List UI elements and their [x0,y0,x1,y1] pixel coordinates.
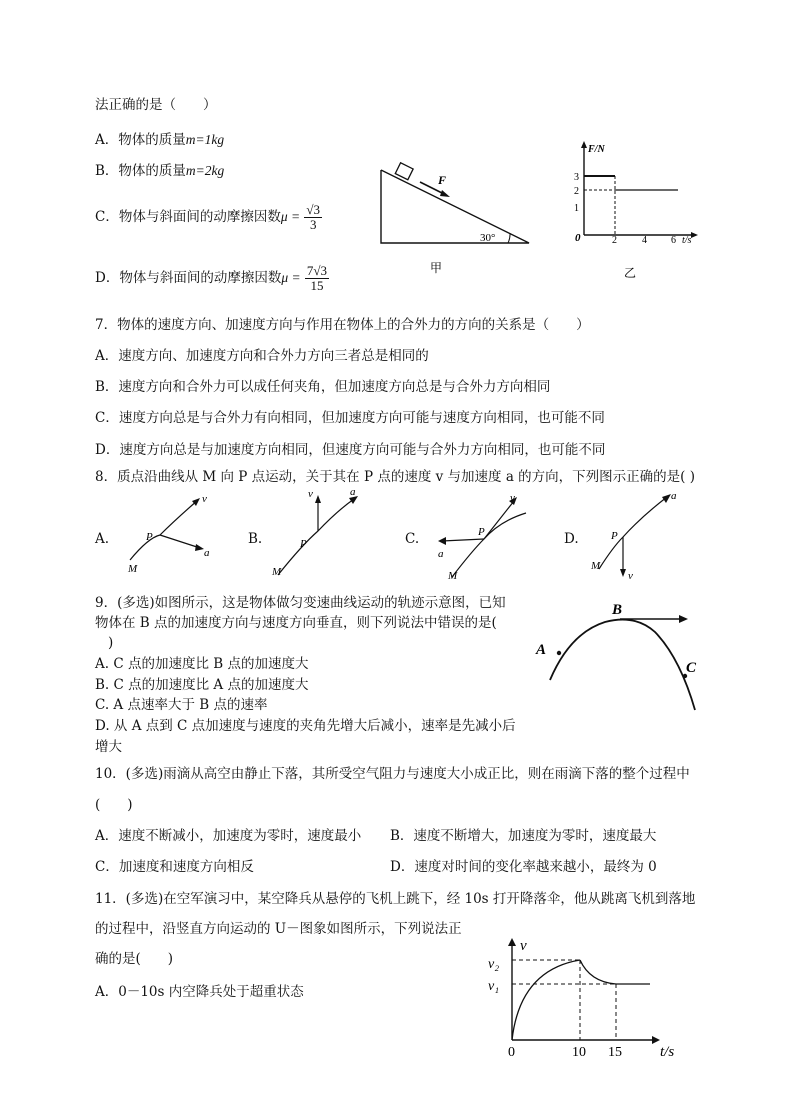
point-c-label: C [686,660,697,676]
q8c-p-label: P [478,526,485,538]
q9-option-d-1: D. 从 A 点到 C 点加速度与速度的夹角先增大后减小，速率是先减小后 [95,718,516,734]
q6-option-d-fraction [305,264,329,293]
q8c-m-label: M [448,570,458,582]
q10-paren: ( ) [95,797,133,813]
angle-label: 30° [480,232,496,244]
q7-option-a: A．速度方向、加速度方向和合外力方向三者总是相同的 [95,348,429,364]
q8d-m-label: M [591,560,601,572]
v-axis-label: v [520,938,527,954]
q11-velocity-time-graph [480,930,690,1065]
incline-figure [372,160,542,280]
force-label: F [438,173,447,187]
q6-option-a-math: m=1kg [185,132,225,147]
q10-option-c: C．加速度和速度方向相反 [95,859,254,875]
v2-label: v₂ [488,957,500,972]
t-tick-10: 10 [572,1045,586,1060]
q6-stem-end: 法正确的是（ ） [95,97,217,113]
q8-figure-b [262,485,372,585]
q8a-p-label: P [146,531,153,543]
q8a-v-label: v [202,493,207,505]
point-b-label: B [612,602,623,618]
origin-label: 0 [575,232,581,244]
q8-stem: 8．质点沿曲线从 M 向 P 点运动，关于其在 P 点的速度 v 与加速度 a 的方向，下列图示正确的是( ) [95,469,695,485]
y-axis-arrow-icon [581,141,587,148]
q8b-v-label: v [308,488,313,500]
q8a-m-label: M [128,563,138,575]
x-tick-4: 4 [642,235,647,246]
q6-option-c-fraction [304,203,322,232]
q6-option-d [95,258,329,298]
q9-stem-2: 物体在 B 点的加速度方向与速度方向垂直，则下列说法中错误的是( [95,615,497,631]
v1-label: v₁ [488,979,500,994]
q10-option-d: D．速度对时间的变化率越来越小，最终为 0 [390,859,657,875]
q8b-m-label: M [272,566,282,578]
point-a-label: A [536,642,547,658]
q7-stem: 7．物体的速度方向、加速度方向与作用在物体上的合外力的方向的关系是（ ） [95,317,590,333]
q6-option-d-mu: μ = [281,270,301,285]
q8c-a-label: a [438,548,444,560]
q9-option-a: A. C 点的加速度比 B 点的加速度大 [95,656,309,672]
q9-trajectory-figure [530,598,710,718]
q11-option-a: A．0－10s 内空降兵处于超重状态 [95,984,304,1000]
q6-option-d-num: 7√3 [306,263,328,278]
q6-option-c-den: 3 [309,217,317,232]
q7-option-b: B．速度方向和合外力可以成任何夹角，但加速度方向总是与合外力方向相同 [95,379,551,395]
q7-option-d: D．速度方向总是与加速度方向相同，但速度方向可能与合外力方向相同，也可能不同 [95,442,606,458]
x-axis-label: t/s [682,235,692,246]
q6-option-b-math: m=2kg [185,163,225,178]
origin-label-q11: 0 [508,1045,515,1060]
q6-option-d-den: 15 [310,278,324,293]
t-axis-arrow-icon [652,1036,660,1044]
y-tick-3: 3 [574,172,579,183]
q8d-a-label: a [671,490,677,502]
q8d-p-label: P [611,530,618,542]
q9-option-c: C. A 点速率大于 B 点的速率 [95,697,268,713]
velocity-arrow-icon [679,615,688,623]
t-tick-15: 15 [608,1045,622,1060]
q7-option-c: C．速度方向总是与合外力有向相同，但加速度方向可能与速度方向相同，也可能不同 [95,410,605,426]
q6-option-c-mu: μ = [280,209,301,224]
q6-option-a-text: A．物体的质量 [95,132,186,148]
t-axis-label: t/s [660,1044,675,1060]
q6-option-d-text: D．物体与斜面间的动摩擦因数 [95,270,282,286]
q8-figure-a [120,490,230,580]
q8-option-c-label: C. [405,531,420,547]
y-tick-2: 2 [574,186,579,197]
q8-figure-c [430,485,540,585]
q11-stem-3: 确的是( ) [95,951,174,967]
q6-option-c-num: √3 [306,202,321,217]
q11-stem-2: 的过程中，沿竖直方向运动的 U－图象如图所示，下列说法正 [95,921,462,937]
v-axis-arrow-icon [508,938,516,946]
q8d-v-label: v [628,570,633,582]
figure-jia-label: 甲 [430,261,443,275]
x-axis-arrow-icon [691,232,698,238]
q9-option-b: B. C 点的加速度比 A 点的加速度大 [95,677,309,693]
q8-figure-d [585,485,695,585]
q9-option-d-2: 增大 [95,739,122,755]
q8c-v-label: v [510,492,515,504]
force-time-graph [566,136,706,286]
q8-option-a-label: A. [95,531,110,547]
figure-yi-label: 乙 [624,266,637,280]
q8a-a-label: a [204,547,210,559]
q6-option-c-text: C．物体与斜面间的动摩擦因数 [95,209,281,225]
q6-option-b-text: B．物体的质量 [95,163,186,179]
block-icon [395,163,413,180]
x-tick-2: 2 [612,235,617,246]
q6-option-a [95,131,224,149]
y-axis-label: F/N [588,144,605,155]
q10-option-a: A．速度不断减小，加速度为零时，速度最小 [95,828,362,844]
q11-stem-1: 11．(多选)在空军演习中，某空降兵从悬停的飞机上跳下，经 10s 打开降落伞，他从跳离飞机到落地 [95,891,696,907]
q8-option-b-label: B. [248,531,263,547]
q9-stem-3: ) [108,635,114,651]
y-tick-1: 1 [574,203,579,214]
q6-option-b [95,162,224,180]
x-tick-6: 6 [671,235,676,246]
q8-option-d-label: D. [564,531,579,547]
force-arrow-icon [440,190,450,197]
q10-option-b: B．速度不断增大，加速度为零时，速度最大 [390,828,657,844]
q9-stem-1: 9．(多选)如图所示，这是物体做匀变速曲线运动的轨迹示意图，已知 [95,595,506,611]
q8b-p-label: P [300,538,307,550]
q10-stem: 10．(多选)雨滴从高空由静止下落，其所受空气阻力与速度大小成正比，则在雨滴下落的整个过程中 [95,766,690,782]
q8b-a-label: a [350,486,356,498]
q6-option-c [95,197,322,237]
